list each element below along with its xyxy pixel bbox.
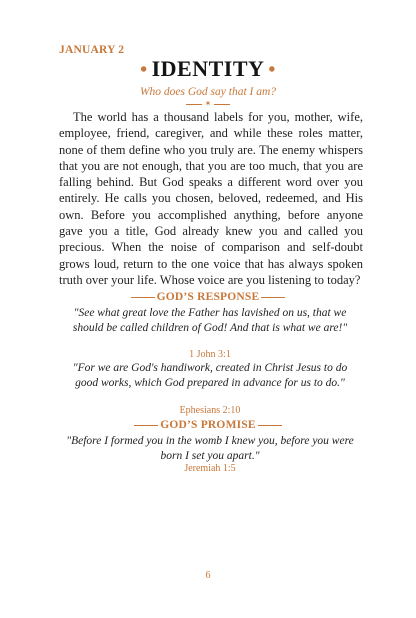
gods-promise-heading — [0, 419, 416, 431]
devotional-body: The world has a thousand labels for you, mother, wife, employee, friend, caregiver, and while these roles matter, none of them define who you truly are. The enemy whispers that you are not enough, that you are too much, that you are falling behind. But God speaks a different word over you entirely. He calls you chosen, beloved, redeemed, and His own. Before you accomplished anything, before anyone gave you a title, God already knew you and called you precious. When the noise of comparison and self-doubt grows loud, return to the one voice that has always spoken truth over your life. Whose voice are you listening to today? — [59, 110, 363, 287]
scripture-reference: Ephesians 2:10 — [179, 405, 241, 416]
page-subtitle: Who does God say that I am? — [139, 86, 277, 98]
page-title — [0, 56, 416, 82]
scripture-reference: 1 John 3:1 — [189, 349, 231, 360]
gods-response-heading — [0, 291, 416, 303]
heading-line-right — [261, 297, 285, 298]
scripture-reference: Jeremiah 1:5 — [184, 463, 236, 474]
gods-response-heading-text: GOD’S RESPONSE — [156, 291, 260, 303]
date-label: JANUARY 2 — [59, 44, 125, 56]
scripture-quote: "Before I formed you in the womb I knew you, before you were born I set you apart." — [66, 435, 354, 462]
heading-line-left — [134, 425, 158, 426]
title-bullet-left: • — [140, 59, 148, 81]
page-number: 6 — [205, 570, 211, 581]
title-text: IDENTITY — [151, 56, 265, 81]
star-icon: ✶ — [204, 99, 212, 108]
heading-line-left — [131, 297, 155, 298]
gods-promise-heading-text: GOD’S PROMISE — [160, 419, 256, 431]
divider-line-right — [214, 104, 230, 105]
scripture-quote: "See what great love the Father has lavished on us, that we should be called children of God! And that is what we are!" — [72, 307, 348, 334]
heading-line-right — [258, 425, 282, 426]
scripture-quote: "For we are God's handiwork, created in Christ Jesus to do good works, which God prepared in advance for us to do." — [72, 362, 348, 389]
divider-line-left — [186, 104, 202, 105]
title-divider — [0, 99, 416, 108]
title-bullet-right: • — [268, 59, 276, 81]
